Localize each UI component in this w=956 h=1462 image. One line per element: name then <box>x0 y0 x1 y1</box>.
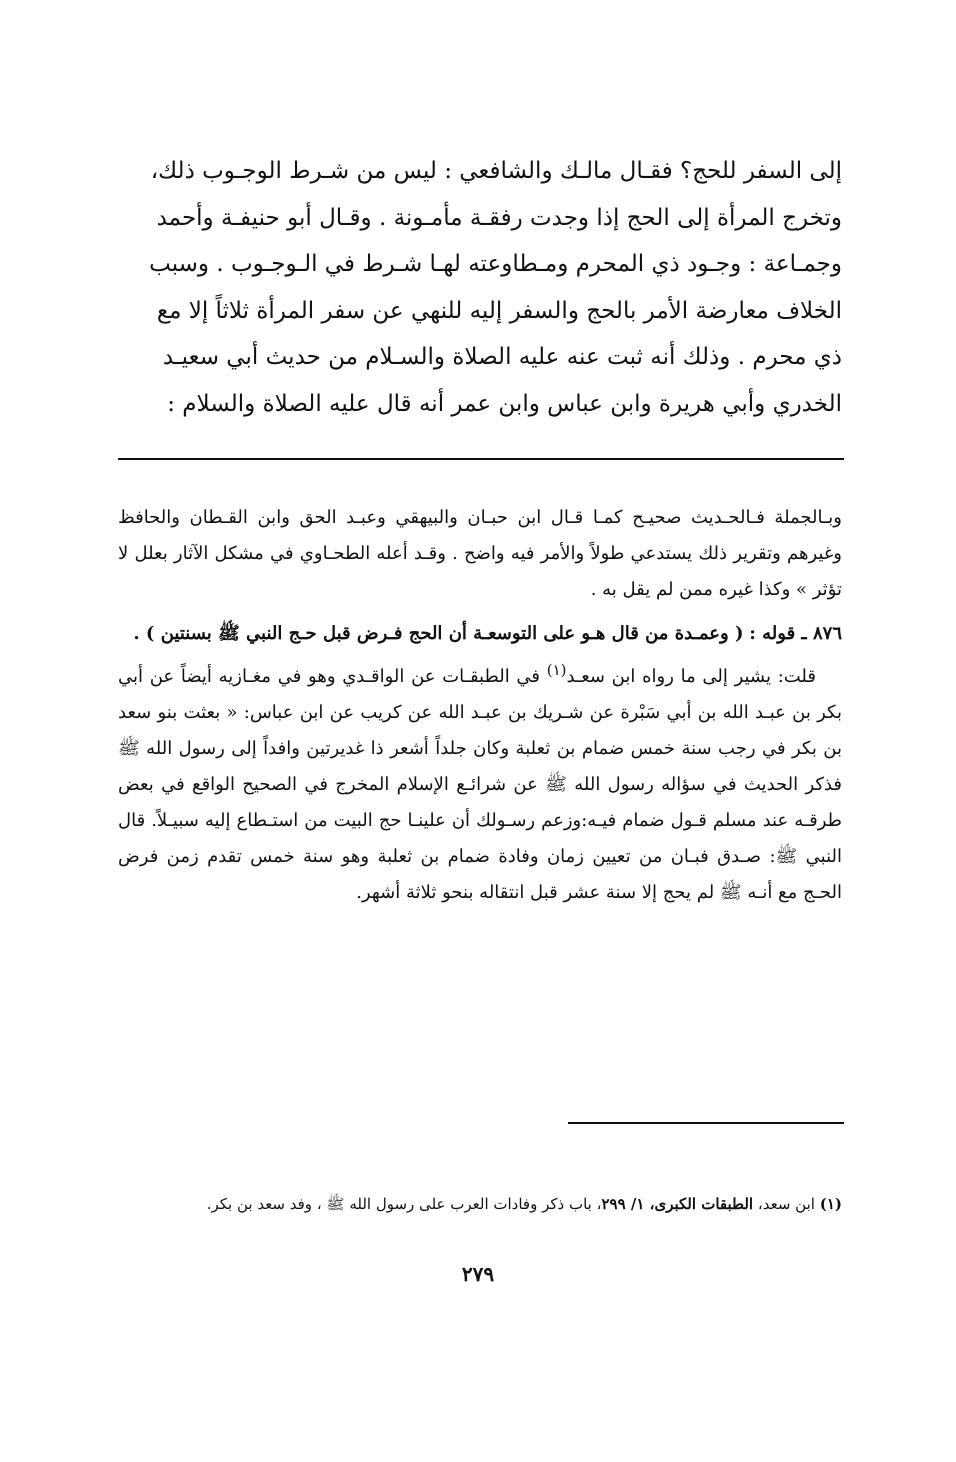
commentary-quoted-text: ( وعمـدة من قال هـو على التوسعـة أن الحج فـرض قبل حـج النبي ﷺ بسنتين ) . <box>133 623 744 644</box>
commentary-block <box>118 500 842 911</box>
main-text-block <box>118 148 842 427</box>
main-text-line-5: ذي محرم . وذلك أنه ثبت عنه عليه الصلاة والسـلام من حديث أبي سعيـد <box>162 344 842 370</box>
footnote-text: ، باب ذكر وفادات العرب على رسول الله ﷺ ، وفد سعد بن بكر. <box>206 1195 602 1213</box>
footnote <box>118 1190 842 1218</box>
main-text-line-3: وجمـاعة : وجـود ذي المحرم ومـطاوعته لهـا شـرط في الـوجـوب . وسبب <box>149 251 842 277</box>
footnote-book-title: الطبقات الكبرى، ١/ ٢٩٩ <box>601 1195 754 1213</box>
footnote-divider <box>568 1122 844 1124</box>
main-text-line-6: الخدري وأبي هريرة وابن عباس وابن عمر أنه قال عليه الصلاة والسلام : <box>167 390 842 417</box>
main-text-line-1: إلى السفر للحج؟ فقـال مالـك والشافعي : ليس من شـرط الوجـوب ذلك، <box>150 158 842 184</box>
commentary-entry-number: ٨٧٦ ـ قوله : <box>749 623 842 644</box>
footnote-reference: (١) <box>546 661 567 679</box>
commentary-paragraph-1: وبـالجملة فـالحـديث صحيـح كمـا قـال ابن حبـان والبيهقي وعبـد الحق وابن القـطان والحافظ وغيرهم وتقرير ذلك يستدعي طولاً والأمر فيه واضح . وقـد أعله الطحـاوي في مشكل الآثار بعلل لا تؤثر » وكذا غيره ممن لم يقل به . <box>118 507 842 600</box>
footnote-author: ابن سعد، <box>757 1195 815 1213</box>
main-text-line-4: الخلاف معارضة الأمر بالحج والسفر إليه للنهي عن سفر المرأة ثلاثاً إلا مع <box>156 297 842 324</box>
page-number: ٢٧٩ <box>461 1262 495 1286</box>
commentary-paragraph-2 <box>118 616 842 652</box>
commentary-paragraph-3-lead: قلت: يشير إلى ما رواه ابن سعـد <box>566 666 816 687</box>
main-text-line-2: وتخرج المرأة إلى الحج إذا وجدت رفقـة مأمـونة . وقـال أبو حنيفـة وأحمد <box>156 204 842 231</box>
footnote-marker: (١) <box>819 1195 842 1213</box>
commentary-paragraph-3 <box>118 652 842 911</box>
commentary-paragraph-3-body: في الطبقـات عن الواقـدي وهو في مغـازيه أيضاً عن أبي بكر بن عبـد الله بن أبي سَبْرة عن شـريك بن عبـد الله عن كريب عن ابن عباس: « بعثت بنو سعد بن بكر في رجب سنة خمس ضمام بن ثعلبة وكان جلداً أشعر ذا غديرتين وافداً إلى رسول الله ﷺ فذكر الحديث في سؤاله رسول الله ﷺ عن شرائـع الإسلام المخرج في الصحيح الواقع في بعض طرقـه عند مسلم قـول ضمام فيـه:وزعم رسـولك أن علينـا حج البيت من استـطاع إليه سبيـلاً. قال النبي ﷺ: صـدق فبـان من تعيين زمان وفادة ضمام بن ثعلبة وهو سنة خمس تقدم زمن فرض الحـج مع أنـه ﷺ لم يحج إلا سنة عشر قبل انتقاله بنحو ثلاثة أشهر. <box>118 666 842 903</box>
main-text-divider <box>118 458 844 460</box>
